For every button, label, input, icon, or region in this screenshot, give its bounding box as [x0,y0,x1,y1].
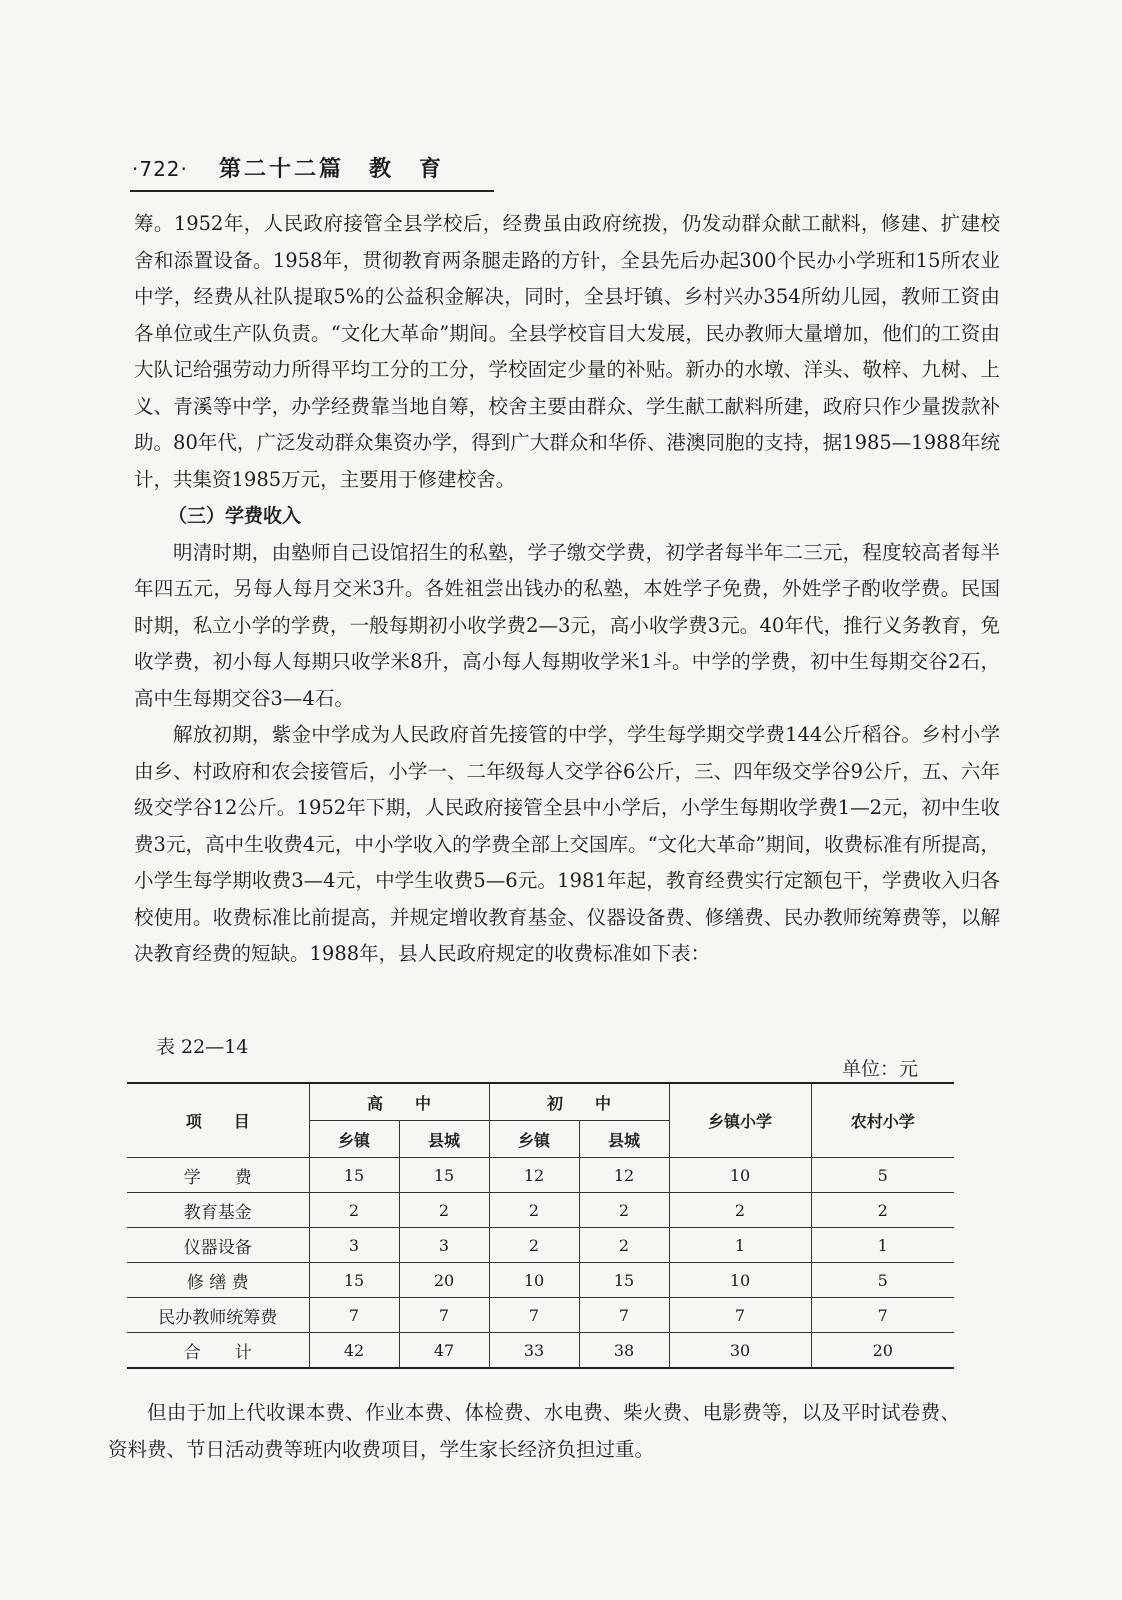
table-cell: 10 [669,1263,811,1298]
table-caption: 表 22—14 [156,1036,249,1058]
header-item: 项 目 [127,1083,309,1158]
table-cell: 2 [579,1193,669,1228]
table-cell: 7 [579,1298,669,1333]
table-cell: 7 [489,1298,579,1333]
page-number: ·722· [132,157,188,181]
row-label: 仪器设备 [127,1228,309,1263]
table-cell: 3 [309,1228,399,1263]
subheader-junior-county: 县城 [579,1121,669,1158]
table-cell: 42 [309,1333,399,1369]
subheader-high-county: 县城 [399,1121,489,1158]
page-header [132,152,492,183]
table-cell: 1 [669,1228,811,1263]
table-cell: 10 [669,1158,811,1193]
table-cell: 15 [309,1263,399,1298]
table-cell: 2 [309,1193,399,1228]
table-cell: 20 [399,1263,489,1298]
table-row [127,1263,954,1298]
table-cell: 20 [811,1333,954,1369]
body-text [134,206,1000,973]
table-cell: 1 [811,1228,954,1263]
table-cell: 7 [309,1298,399,1333]
table-cell: 2 [489,1228,579,1263]
row-label: 修 缮 费 [127,1263,309,1298]
table-unit: 单位：元 [842,1058,919,1080]
table-cell: 2 [811,1193,954,1228]
header-town-primary: 乡镇小学 [669,1083,811,1158]
table-cell: 33 [489,1333,579,1369]
table-cell: 7 [669,1298,811,1333]
table-cell: 2 [489,1193,579,1228]
table-cell: 47 [399,1333,489,1369]
table-cell: 2 [579,1228,669,1263]
table-cell: 38 [579,1333,669,1369]
subheader-high-town: 乡镇 [309,1121,399,1158]
table-cell: 5 [811,1263,954,1298]
table-cell: 12 [579,1158,669,1193]
table-row [127,1298,954,1333]
paragraph-funding-continued: 筹。1952年，人民政府接管全县学校后，经费虽由政府统拨，仍发动群众献工献料，修建、扩建校舍和添置设备。1958年，贯彻教育两条腿走路的方针，全县先后办起300个民办小学班和15所农业中学，经费从社队提取5%的公益积金解决，同时，全县圩镇、乡村兴办354所幼儿园，教师工资由各单位或生产队负责。“文化大革命”期间。全县学校盲目大发展，民办教师大量增加，他们的工资由大队记给强劳动力所得平均工分的工分，学校固定少量的补贴。新办的水墩、洋头、敬梓、九树、上义、青溪等中学，办学经费靠当地自筹，校舍主要由群众、学生献工献料所建，政府只作少量拨款补助。80年代，广泛发动群众集资办学，得到广大群众和华侨、港澳同胞的支持，据1985—1988年统计，共集资1985万元，主要用于修建校舍。 [134,212,1000,491]
row-label: 学 费 [127,1158,309,1193]
paragraph-post-liberation-fees: 解放初期，紫金中学成为人民政府首先接管的中学，学生每学期交学费144公斤稻谷。乡村小学由乡、村政府和农会接管后，小学一、二年级每人交学谷6公斤，三、四年级交学谷9公斤，五、六年级交学谷12公斤。1952年下期，人民政府接管全县中小学后，小学生每期收学费1—2元，初中生收费3元，高中生收费4元，中小学收入的学费全部上交国库。“文化大革命”期间，收费标准有所提高，小学生每学期收费3—4元，中学生收费5—6元。1981年起，教育经费实行定额包干，学费收入归各校使用。收费标准比前提高，并规定增收教育基金、仪器设备费、修缮费、民办教师统筹费等，以解决教育经费的短缺。1988年，县人民政府规定的收费标准如下表： [134,723,1000,965]
section-title: 第二十二篇 教 育 [218,157,444,182]
table-cell: 5 [811,1158,954,1193]
paragraph-closing: 但由于加上代收课本费、作业本费、体检费、水电费、柴火费、电影费等，以及平时试卷费、资料费、节日活动费等班内收费项目，学生家长经济负担过重。 [108,1401,960,1461]
table-cell: 15 [579,1263,669,1298]
header-rule [130,190,494,192]
fee-table [127,1082,954,1369]
table-cell: 30 [669,1333,811,1369]
subsection-heading: （三）学费收入 [168,505,302,527]
row-label: 合 计 [127,1333,309,1369]
table-cell: 7 [811,1298,954,1333]
table-row-total [127,1333,954,1369]
header-rural-primary: 农村小学 [811,1083,954,1158]
table-cell: 2 [669,1193,811,1228]
row-label: 民办教师统筹费 [127,1298,309,1333]
header-high-school: 高 中 [309,1083,489,1121]
row-label: 教育基金 [127,1193,309,1228]
table-cell: 12 [489,1158,579,1193]
table-cell: 15 [399,1158,489,1193]
table-row [127,1158,954,1193]
table-row [127,1193,954,1228]
table-cell: 2 [399,1193,489,1228]
closing-text [108,1394,960,1468]
table-cell: 3 [399,1228,489,1263]
header-junior-high: 初 中 [489,1083,669,1121]
table-row [127,1228,954,1263]
table-cell: 10 [489,1263,579,1298]
table-cell: 7 [399,1298,489,1333]
paragraph-ming-qing-fees: 明清时期，由塾师自己设馆招生的私塾，学子缴交学费，初学者每半年二三元，程度较高者每半年四五元，另每人每月交米3升。各姓祖尝出钱办的私塾，本姓学子免费，外姓学子酌收学费。民国时期，私立小学的学费，一般每期初小收学费2—3元，高小收学费3元。40年代，推行义务教育，免收学费，初小每人每期只收学米8升，高小每人每期收学米1斗。中学的学费，初中生每期交谷2石，高中生每期交谷3—4石。 [134,540,1000,710]
subheader-junior-town: 乡镇 [489,1121,579,1158]
table-cell: 15 [309,1158,399,1193]
